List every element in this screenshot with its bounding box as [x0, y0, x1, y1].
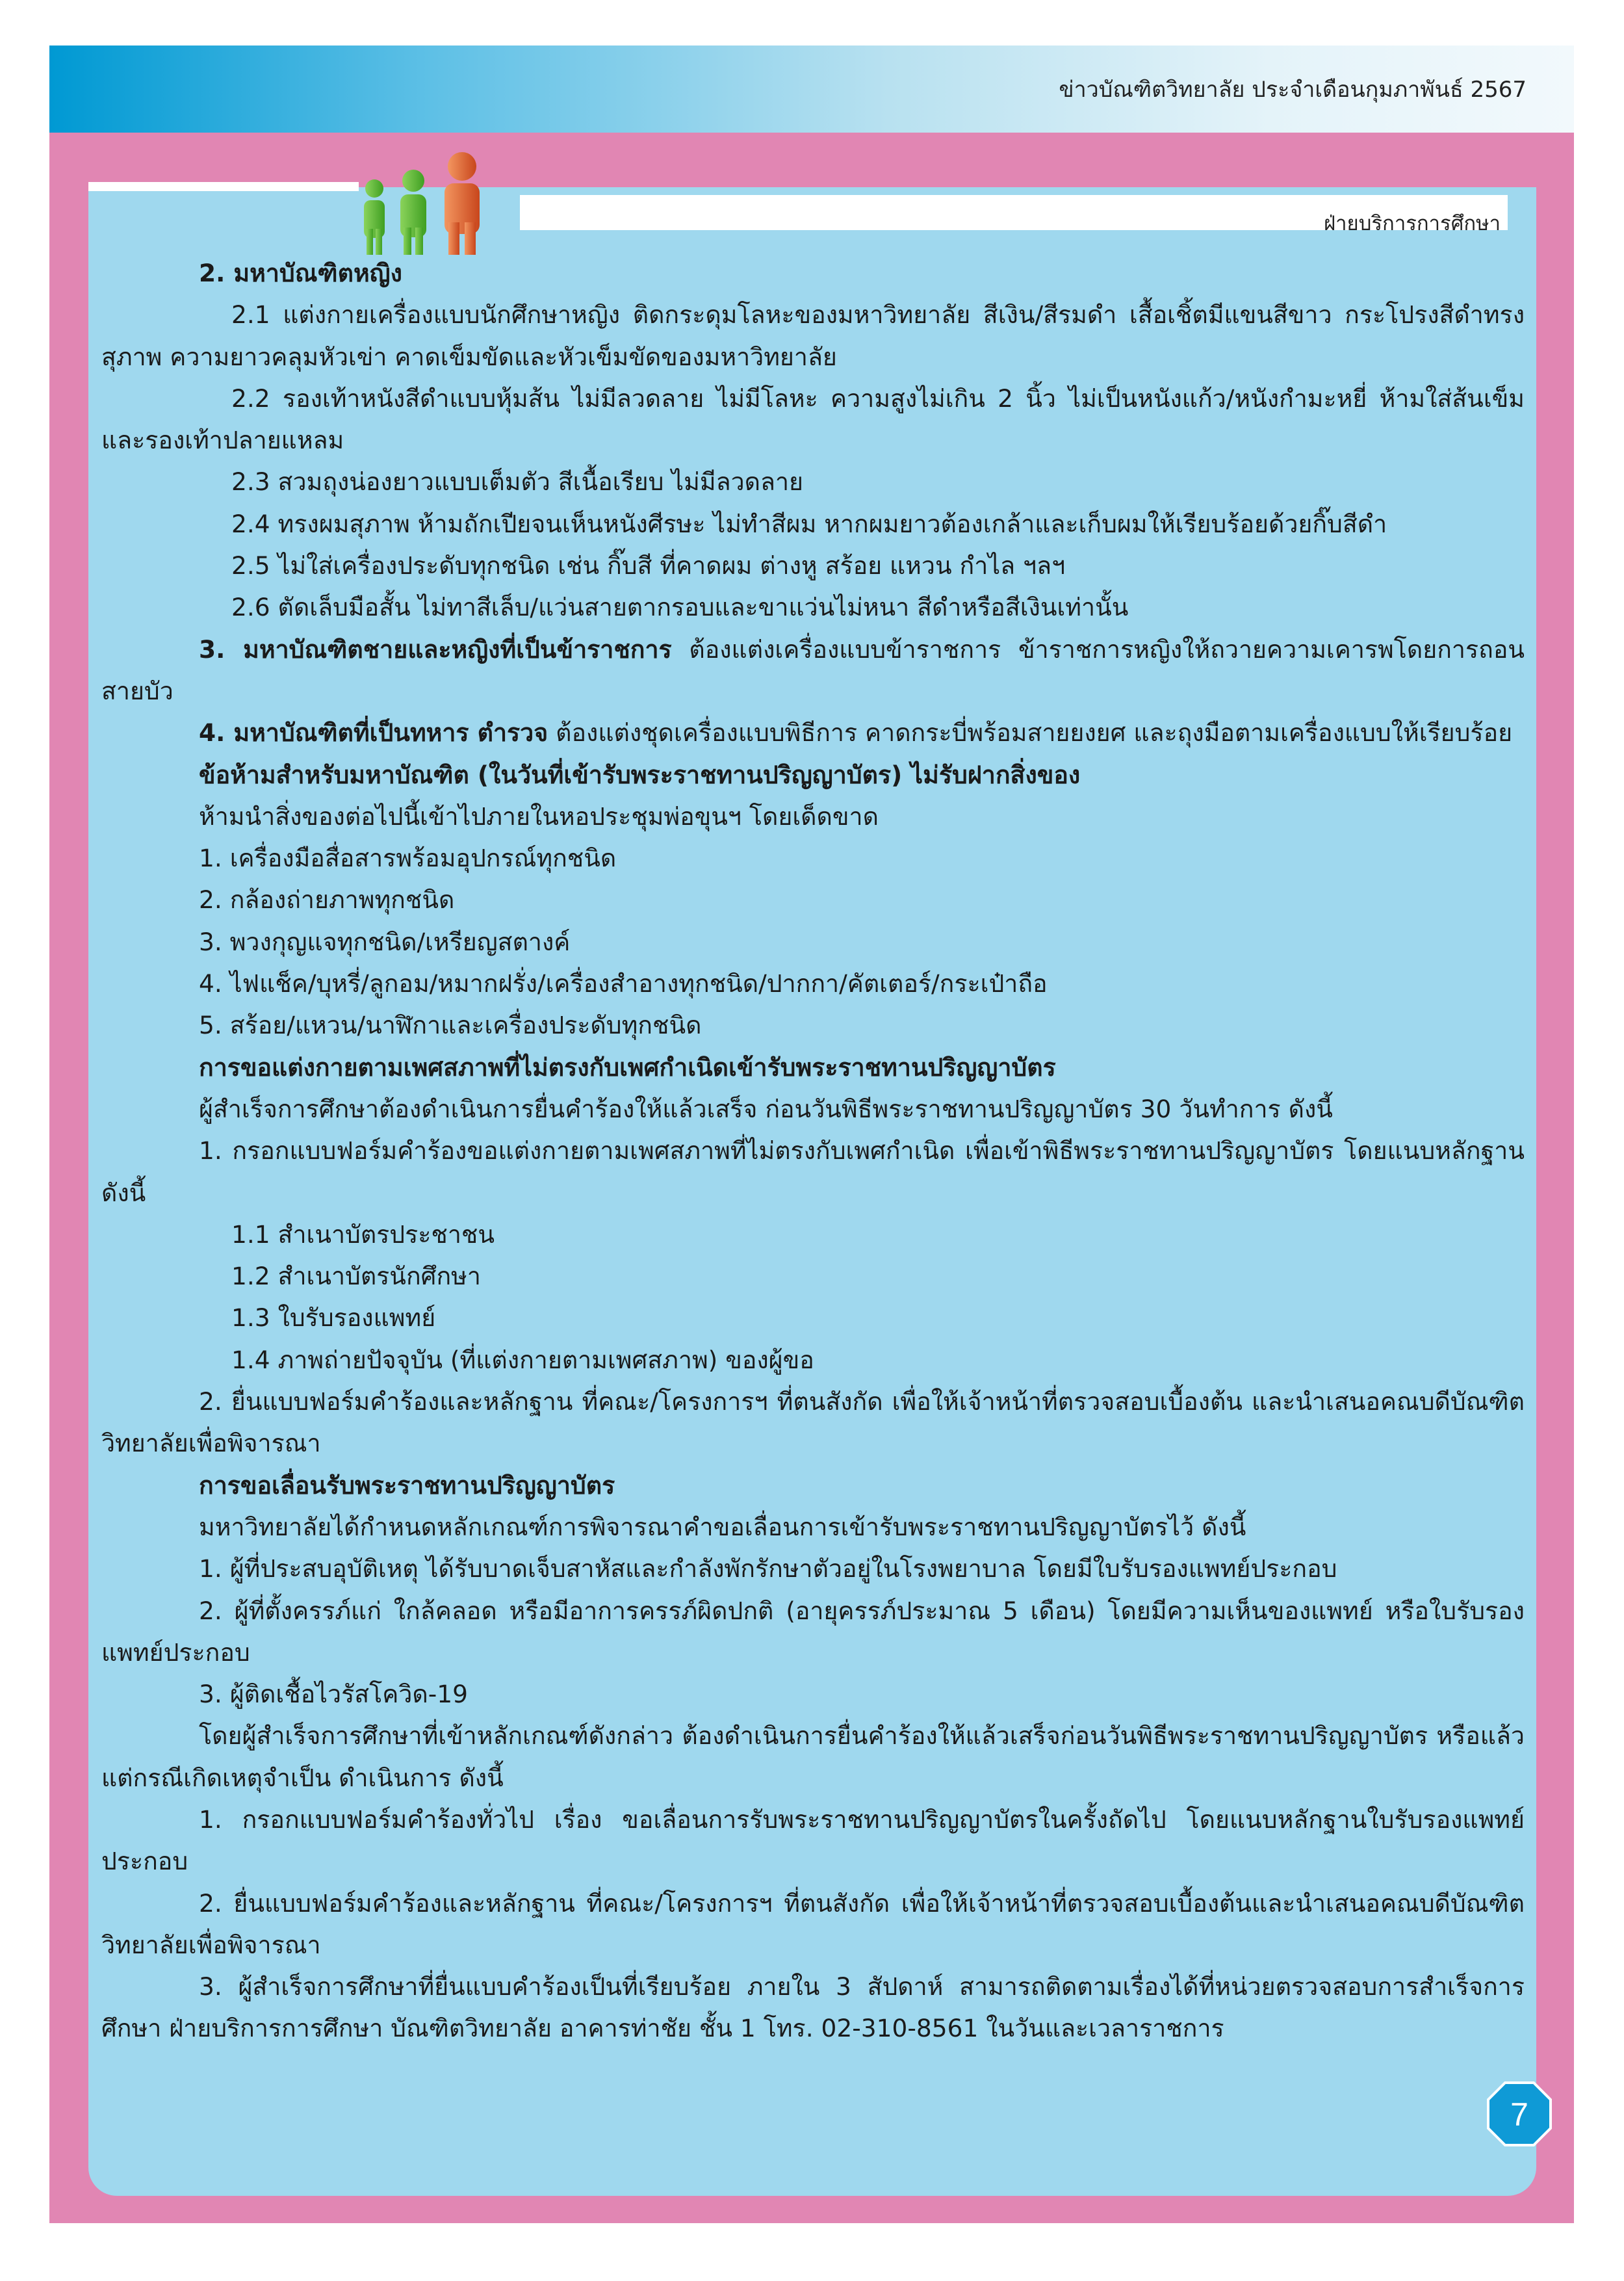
paragraph: [101, 921, 1525, 963]
paragraph: [101, 1715, 1525, 1799]
paragraph: [101, 1883, 1525, 1966]
paragraph: [101, 586, 1525, 628]
page-number: 7: [1510, 2096, 1528, 2133]
paragraph-text: 5. สร้อย/แหวน/นาฬิกาและเครื่องประดับทุกชนิด: [199, 1011, 702, 1040]
paragraph-heading: 3. มหาบัณฑิตชายและหญิงที่เป็นข้าราชการ: [199, 634, 672, 664]
paragraph-text: 2. ผู้ที่ตั้งครรภ์แก่ ใกล้คลอด หรือมีอาการครรภ์ผิดปกติ (อายุครรภ์ประมาณ 5 เดือน) โดยมีความเห็นของแพทย์ หรือใบรับรองแพทย์ประกอบ: [101, 1596, 1525, 1667]
paragraph-text: 3. พวงกุญแจทุกชนิด/เหรียญสตางค์: [199, 927, 571, 956]
paragraph: [101, 503, 1525, 545]
paragraph: [101, 1673, 1525, 1715]
paragraph-text: 3. ผู้สำเร็จการศึกษาที่ยื่นแบบคำร้องเป็นที่เรียบร้อย ภายใน 3 สัปดาห์ สามารถติดตามเรื่องได้ที่หน่วยตรวจสอบการสำเร็จการศึกษา ฝ่ายบริการการศึกษา บัณฑิตวิทยาลัย อาคารท่าชัย ชั้น 1 โทร. 02-310-8561 ในวันและเวลาราชการ: [101, 1972, 1525, 2043]
paragraph-text: 2.5 ไม่ใส่เครื่องประดับทุกชนิด เช่น กิ๊บสี ที่คาดผม ต่างหู สร้อย แหวน กำไล ฯลฯ: [231, 551, 1066, 580]
paragraph: [101, 754, 1525, 796]
paragraph-text: 4. ไฟแช็ค/บุหรี่/ลูกอม/หมากฝรั่ง/เครื่องสำอางทุกชนิด/ปากกา/คัตเตอร์/กระเป๋าถือ: [199, 969, 1048, 998]
paragraph: [101, 252, 1525, 294]
paragraph-text: 1. เครื่องมือสื่อสารพร้อมอุปกรณ์ทุกชนิด: [199, 844, 617, 873]
paragraph-text: 2.2 รองเท้าหนังสีดำแบบหุ้มส้น ไม่มีลวดลาย ไม่มีโลหะ ความสูงไม่เกิน 2 นิ้ว ไม่เป็นหนังแก้ว/หนังกำมะหยี่ ห้ามใส่ส้นเข็ม และรองเท้าปลายแหลม: [101, 384, 1525, 455]
paragraph: [101, 1130, 1525, 1214]
newsletter-title: ข่าวบัณฑิตวิทยาลัย ประจำเดือนกุมภาพันธ์ 2567: [1059, 77, 1527, 103]
paragraph-heading: 4. มหาบัณฑิตที่เป็นทหาร ตำรวจ: [199, 718, 548, 748]
paragraph-text: ต้องแต่งชุดเครื่องแบบพิธีการ คาดกระบี่พร้อมสายยงยศ และถุงมือตามเครื่องแบบให้เรียบร้อย: [548, 718, 1513, 748]
paragraph: [101, 1506, 1525, 1548]
people-icon: [355, 151, 524, 255]
paragraph: [101, 1255, 1525, 1297]
paragraph-heading: การขอเลื่อนรับพระราชทานปริญญาบัตร: [199, 1470, 615, 1500]
paragraph-text: 1.3 ใบรับรองแพทย์: [231, 1303, 436, 1333]
paragraph: [101, 1799, 1525, 1883]
paragraph: [101, 545, 1525, 586]
paragraph: [101, 963, 1525, 1004]
paragraph: [101, 1548, 1525, 1589]
paragraph: [101, 461, 1525, 502]
paragraph: [101, 712, 1525, 753]
paragraph-text: มหาวิทยาลัยได้กำหนดหลักเกณฑ์การพิจารณาคำขอเลื่อนการเข้ารับพระราชทานปริญญาบัตรไว้ ดังนี้: [199, 1512, 1246, 1541]
paragraph: [101, 796, 1525, 837]
paragraph-text: 2.4 ทรงผมสุภาพ ห้ามถักเปียจนเห็นหนังศีรษะ ไม่ทำสีผม หากผมยาวต้องเกล้าและเก็บผมให้เรียบร้อยด้วยกิ๊บสีดำ: [231, 509, 1387, 538]
paragraph: [101, 1214, 1525, 1255]
paragraph-text: 1. ผู้ที่ประสบอุบัติเหตุ ได้รับบาดเจ็บสาหัสและกำลังพักรักษาตัวอยู่ในโรงพยาบาล โดยมีใบรับรองแพทย์ประกอบ: [199, 1554, 1337, 1584]
paragraph: [101, 1966, 1525, 2050]
paragraph-text: ห้ามนำสิ่งของต่อไปนี้เข้าไปภายในหอประชุมพ่อขุนฯ โดยเด็ดขาด: [199, 802, 879, 831]
paragraph-heading: การขอแต่งกายตามเพศสภาพที่ไม่ตรงกับเพศกำเนิดเข้ารับพระราชทานปริญญาบัตร: [199, 1052, 1056, 1082]
paragraph-text: 1.2 สำเนาบัตรนักศึกษา: [231, 1262, 481, 1291]
paragraph: [101, 837, 1525, 879]
paragraph-text: 2. ยื่นแบบฟอร์มคำร้องและหลักฐาน ที่คณะ/โครงการฯ ที่ตนสังกัด เพื่อให้เจ้าหน้าที่ตรวจสอบเบื้องต้นและนำเสนอคณบดีบัณฑิตวิทยาลัยเพื่อพิจารณา: [101, 1888, 1525, 1959]
paragraph-text: ต้องแต่งเครื่องแบบข้าราชการ ข้าราชการหญิงให้ถวายความเคารพโดยการถอนสายบัว: [101, 634, 1525, 705]
paragraph-text: 1.4 ภาพถ่ายปัจจุบัน (ที่แต่งกายตามเพศสภาพ) ของผู้ขอ: [231, 1345, 814, 1374]
paragraph: [101, 1047, 1525, 1088]
paragraph-text: 1. กรอกแบบฟอร์มคำร้องขอแต่งกายตามเพศสภาพที่ไม่ตรงกับเพศกำเนิด เพื่อเข้าพิธีพระราชทานปริญญาบัตร โดยแนบหลักฐาน ดังนี้: [101, 1136, 1525, 1207]
paragraph-text: 1.1 สำเนาบัตรประชาชน: [231, 1219, 495, 1249]
top-rule-left: [88, 182, 359, 191]
paragraph-text: 1. กรอกแบบฟอร์มคำร้องทั่วไป เรื่อง ขอเลื่อนการรับพระราชทานปริญญาบัตรในครั้งถัดไป โดยแนบหลักฐานใบรับรองแพทย์ประกอบ: [101, 1805, 1525, 1876]
paragraph-text: โดยผู้สำเร็จการศึกษาที่เข้าหลักเกณฑ์ดังกล่าว ต้องดำเนินการยื่นคำร้องให้แล้วเสร็จก่อนวันพิธีพระราชทานปริญญาบัตร หรือแล้วแต่กรณีเกิดเหตุจำเป็น ดำเนินการ ดังนี้: [101, 1721, 1525, 1792]
paragraph-heading: 2. มหาบัณฑิตหญิง: [199, 259, 402, 287]
paragraph: [101, 1297, 1525, 1338]
department-label: ฝ่ายบริการการศึกษา: [1323, 212, 1501, 235]
paragraph-text: 2.1 แต่งกายเครื่องแบบนักศึกษาหญิง ติดกระดุมโลหะของมหาวิทยาลัย สีเงิน/สีรมดำ เสื้อเชิ้ตมีแขนสีขาว กระโปรงสีดำทรงสุภาพ ความยาวคลุมหัวเข่า คาดเข็มขัดและหัวเข็มขัดของมหาวิทยาลัย: [101, 300, 1525, 371]
paragraph-text: 2.6 ตัดเล็บมือสั้น ไม่ทาสีเล็บ/แว่นสายตากรอบและขาแว่นไม่หนา สีดำหรือสีเงินเท่านั้น: [231, 593, 1129, 622]
paragraph-text: ผู้สำเร็จการศึกษาต้องดำเนินการยื่นคำร้องให้แล้วเสร็จ ก่อนวันพิธีพระราชทานปริญญาบัตร 30 วันทำการ ดังนี้: [199, 1094, 1333, 1123]
paragraph: [101, 378, 1525, 462]
paragraph: [101, 629, 1525, 712]
paragraph: [101, 1381, 1525, 1465]
paragraph-heading: ข้อห้ามสำหรับมหาบัณฑิต (ในวันที่เข้ารับพระราชทานปริญญาบัตร) ไม่รับฝากสิ่งของ: [199, 760, 1081, 789]
paragraph: [101, 1004, 1525, 1046]
paragraph: [101, 1339, 1525, 1381]
paragraph: [101, 294, 1525, 378]
paragraph: [101, 1590, 1525, 1674]
paragraph: [101, 879, 1525, 920]
article-body: [101, 252, 1525, 2050]
page-number-badge: [1486, 2080, 1553, 2148]
paragraph: [101, 1465, 1525, 1506]
paragraph-text: 2. ยื่นแบบฟอร์มคำร้องและหลักฐาน ที่คณะ/โครงการฯ ที่ตนสังกัด เพื่อให้เจ้าหน้าที่ตรวจสอบเบื้องต้น และนำเสนอคณบดีบัณฑิตวิทยาลัยเพื่อพิจารณา: [101, 1387, 1525, 1458]
paragraph-text: 2. กล้องถ่ายภาพทุกชนิด: [199, 885, 455, 915]
paragraph-text: 3. ผู้ติดเชื้อไวรัสโควิด-19: [199, 1680, 469, 1709]
paragraph-text: 2.3 สวมถุงน่องยาวแบบเต็มตัว สีเนื้อเรียบ ไม่มีลวดลาย: [231, 467, 804, 497]
paragraph: [101, 1088, 1525, 1130]
